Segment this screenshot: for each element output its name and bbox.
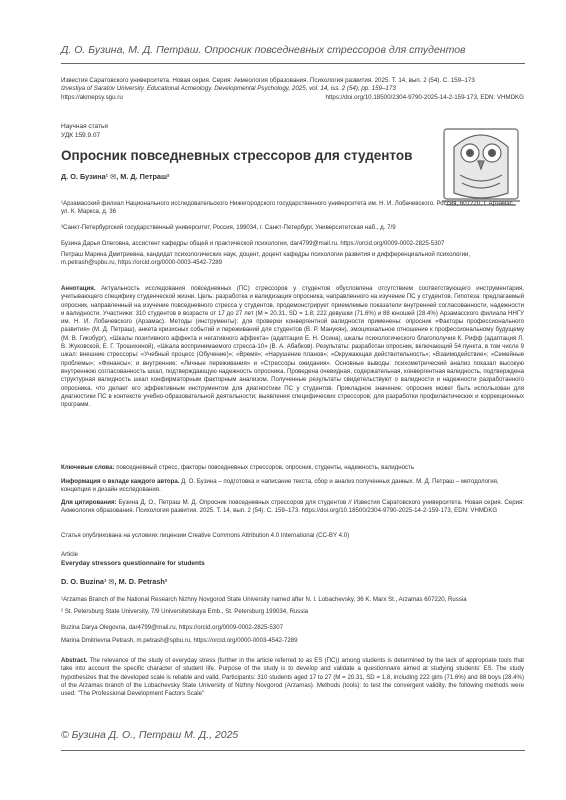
contribution-text: Д. О. Бузина – подготовка и написание текста, сбор и анализ полученных данных. М. Д. Петраш – методология, концепция и дизайн исследования. [61, 478, 499, 494]
affiliation-en-1: ¹Arzamas Branch of the National Research Nizhny Novgorod State University named after N. I. Lobachevsky, 36 K. Marx St., Arzamas 607220, Russia [61, 596, 467, 603]
doi-link[interactable]: https://doi.org/10.18500/2304-9790-2025-14-2-159-173, EDN: VHMDKG [325, 93, 524, 101]
abstract-en-label: Abstract. [61, 657, 88, 664]
abstract-ru-label: Аннотация. [61, 285, 96, 292]
udc-code: УДК 159.9.07 [61, 132, 101, 139]
contribution [61, 478, 524, 495]
article-label-en: Article [61, 551, 78, 558]
keywords-ru [61, 464, 524, 472]
author-en-1: Buzina Darya Olegovna, dar4799@mail.ru, https://orcid.org/0009-0002-2825-5307 [61, 624, 283, 631]
header-rule [61, 63, 525, 64]
journal-url-link[interactable]: https://akmepsy.sgu.ru [61, 93, 123, 101]
abstract-ru [61, 285, 524, 409]
contribution-label: Информация о вкладе каждого автора. [61, 478, 180, 485]
footer-rule [61, 750, 525, 751]
abstract-en [61, 657, 524, 698]
authors-en: D. O. Buzina¹ ✉, M. D. Petrash² [61, 577, 168, 586]
owl-emblem-icon [440, 115, 522, 209]
meta-line-ru: Известия Саратовского университета. Новая серия. Серия: Акмеология образования. Психология развития. 2025. Т. 14, вып. 2 (54). С. 159–173 [61, 77, 475, 84]
affiliation-en-2: ² St. Petersburg State University, 7/9 Universitetskaya Emb., St. Petersburg 199034, Russia [61, 608, 309, 615]
copyright: © Бузина Д. О., Петраш М. Д., 2025 [61, 729, 239, 741]
citation-text: Бузина Д. О., Петраш М. Д. Опросник повседневных стрессоров для студентов // Известия Саратовского университета. Новая серия. Серия: Акмеология образования. Психология развития. 2025. Т. 14, вып. 2 (54). С. 159–173. https://doi.org/10.18500/2304-9790-2025-14-2-159-173, EDN: VHMDKG [61, 499, 524, 515]
journal-meta [61, 77, 524, 102]
affiliation-ru-1: ¹Арзамасский филиал Национального исследовательского Нижегородского государственного университета им. Н. И. Лобачевского, Россия, 607220, г. Арзамас, ул. К. Маркса, д. 36 [61, 200, 515, 216]
citation-label: Для цитирования: [61, 499, 117, 506]
keywords-ru-text: повседневный стресс, факторы повседневных стрессоров, опросник, студенты, надежность, валидность [116, 464, 414, 471]
abstract-en-text: The relevance of the study of everyday stress (further in the article referred to as ES (ПС)) among students is determined by the lack of appropriate tools that take into account the specific character of student life. Purpose of the study is to develop and validate a questionnaire aimed at studying students' ES. The study hypothesizes that the developed scale is reliable and valid. Participants: 310 students aged 17 to 27 (M = 20.31, SD = 1.8, including 222 girls (71.6%) and 88 boys (28.4%) of the Arzamas branch of the Lobachevsky State University of Nizhny Novgorod (Arzamas). Methods (tools): to test the convergent validity, the following methods were used: "The Professional Development Factors Scale" [61, 657, 524, 698]
citation [61, 499, 524, 516]
author-info-2: Петраш Марина Дмитриевна, кандидат психологических наук, доцент, доцент кафедры психологии развития и дифференциальной психологии, m.petrash@spbu.ru, https://orcid.org/0000-0003-4542-7289 [61, 251, 471, 267]
author-info-1: Бузина Дарья Олеговна, ассистент кафедры общей и практической психологии, dar4799@mail.ru, https://orcid.org/0009-0002-2825-5307 [61, 240, 445, 247]
meta-line-en: Izvestiya of Saratov University. Educational Acmeology. Developmental Psychology, 2025, vol. 14, iss. 2 (54), pp. 159–173 [61, 85, 396, 93]
running-header: Д. О. Бузина, М. Д. Петраш. Опросник повседневных стрессоров для студентов [61, 44, 466, 56]
abstract-ru-text: Актуальность исследования повседневных (ПС) стрессоров у студентов обусловлена отсутствием соответствующего инструментария, учитывающего специфику студенческой жизни. Цель: разработка и валидизация опросника, направленного на изучение ПС у студентов. Гипотеза: предлагаемый опросник, направленный на изучение повседневного стресса у студентов, продемонстрирует приемлемые показатели внутренней согласованности, надежности и валидности. Участники: 310 студентов в возрасте от 17 до 27 лет (M = 20.31, SD = 1.8; 222 девушки (71.6%) и 88 юношей (28.4%) Арзамасского филиала ННГУ им. Н. И. Лобачевского (Арзамас). Методы (инструменты): для проверки конвергентной валидности применены: опросник «Факторы профессионального развития» (М. Д. Петраш), анкета кризисных событий и переживаний для студентов (В. Р. Манукян), эмоциональное отношение к профессиональному будущему (М. В. Гикобург), «Шкалы позитивного аффекта и негативного аффекта» (адаптация Е. Н. Осина), шкалы психологического благополучия К. Рифф (адаптация Л. В. Жуковской, Е. Г. Трошихиной), «Шкала воспринимаемого стресса-10» (В. А. Абабков). Результаты: разработан опросник, включающий 54 пункта, в том числе 9 шкал: внешние стрессоры: «Учебный процесс (Обучение)»; «Время»; «Нарушение планов»; «Окружающая действительность»; «Взаимодействие»; «Семейные проблемы»; «Финансы»; и внутренние: «Личные переживания» и «Стрессоры ожидания». Основные выводы: психометрический анализ показал высокую внутреннюю согласованность шкал, подтверждающую надежность опросника. Проведена очевидная, содержательная, конвергентная валидность, подтверждена структурная валидность шкал конфирматорным факторным анализом. Полученные результаты свидетельствуют о валидности и надежности разработанного опросника, что делает его эффективным инструментом для диагностики ПС у студентов. Прикладное значение: опросник может быть использован для диагностики ПС в контексте учебно-образовательной деятельности; выявления специфических стрессоров; для разработки профилактических и коррекционных программ. [61, 285, 524, 409]
article-title-ru: Опросник повседневных стрессоров для студентов [61, 148, 413, 163]
keywords-ru-label: Ключевые слова: [61, 464, 115, 471]
affiliation-ru-2: ²Санкт-Петербургский государственный университет, Россия, 199034, г. Санкт-Петербург, Университетская наб., д. 7/9 [61, 224, 396, 231]
license-note: Статья опубликована на условиях лицензии Creative Commons Attribution 4.0 International (CC-BY 4.0) [61, 532, 350, 539]
article-type: Научная статья [61, 123, 108, 130]
author-en-2: Marina Dmitrievna Petrash, m.petrash@spbu.ru, https://orcid.org/0000-0003-4542-7289 [61, 637, 298, 644]
authors-ru: Д. О. Бузина¹ ✉, М. Д. Петраш² [61, 172, 170, 181]
article-title-en: Everyday stressors questionnaire for students [61, 560, 205, 567]
